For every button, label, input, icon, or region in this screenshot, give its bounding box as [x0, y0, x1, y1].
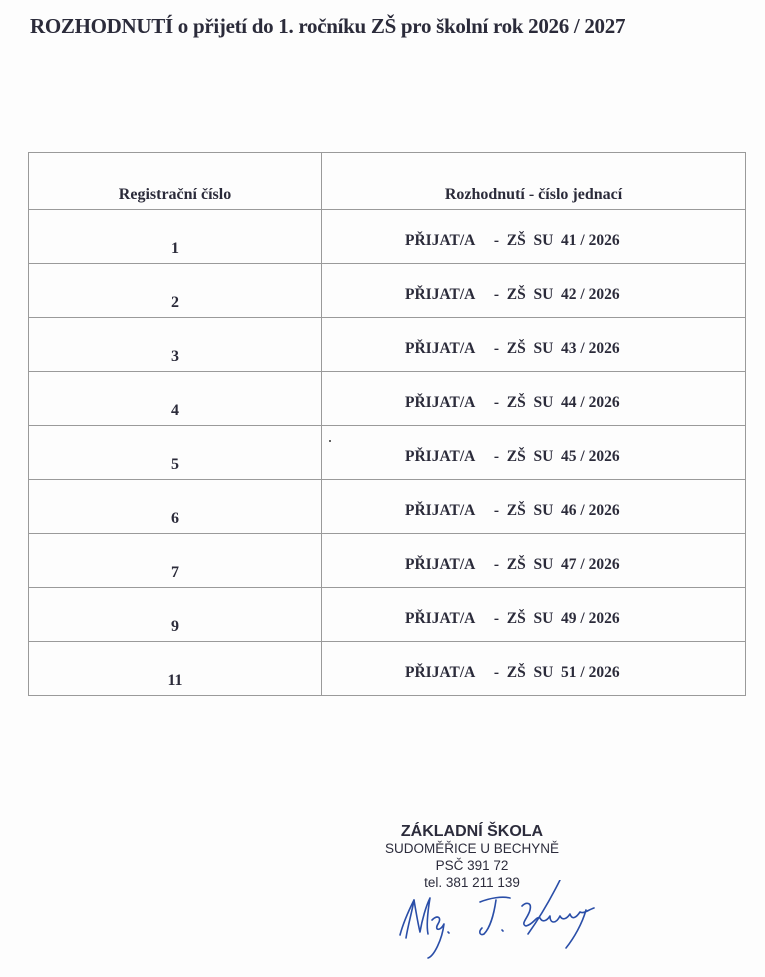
- registration-number: 11: [167, 672, 183, 689]
- decision-text: PŘIJAT/A - ZŠ SU 44 / 2026: [405, 394, 620, 411]
- decision-text: PŘIJAT/A - ZŠ SU 46 / 2026: [405, 502, 620, 519]
- registration-number: 7: [171, 564, 179, 581]
- decision-text: PŘIJAT/A - ZŠ SU 49 / 2026: [405, 610, 620, 627]
- decision-cell: [322, 426, 746, 480]
- handwritten-signature-icon: [390, 880, 610, 960]
- decision-text: PŘIJAT/A - ZŠ SU 45 / 2026: [405, 448, 620, 465]
- registration-number: 1: [171, 240, 179, 257]
- decision-cell: [322, 588, 746, 642]
- table-row: [29, 642, 746, 696]
- stamp-school-location: SUDOMĚŘICE U BECHYNĚ: [384, 841, 560, 856]
- decision-text: PŘIJAT/A - ZŠ SU 41 / 2026: [405, 232, 620, 249]
- registration-number: 5: [171, 456, 179, 473]
- registration-number-cell: [29, 264, 322, 318]
- decision-cell: [322, 480, 746, 534]
- column-header-decision: [322, 153, 746, 210]
- table-header-row: [29, 153, 746, 210]
- decision-cell: [322, 318, 746, 372]
- registration-number-cell: [29, 642, 322, 696]
- registration-number-cell: [29, 210, 322, 264]
- decision-text: PŘIJAT/A - ZŠ SU 43 / 2026: [405, 340, 620, 357]
- header-label: Rozhodnutí - číslo jednací: [444, 186, 623, 203]
- stamp-school-name: ZÁKLADNÍ ŠKOLA: [400, 823, 544, 840]
- scan-speck: [329, 440, 331, 442]
- decision-cell: [322, 210, 746, 264]
- decision-text: PŘIJAT/A - ZŠ SU 51 / 2026: [405, 664, 620, 681]
- column-header-registration-number: [29, 153, 322, 210]
- registration-number: 3: [171, 348, 179, 365]
- table-row: [29, 588, 746, 642]
- table-row: [29, 480, 746, 534]
- registration-number: 6: [171, 510, 179, 527]
- table-row: [29, 426, 746, 480]
- registration-number-cell: [29, 426, 322, 480]
- registration-number-cell: [29, 372, 322, 426]
- decision-cell: [322, 264, 746, 318]
- registration-number: 2: [171, 294, 179, 311]
- stamp-postal-code: PSČ 391 72: [435, 858, 509, 873]
- table-row: [29, 372, 746, 426]
- stamp-phone: tel. 381 211 139: [424, 875, 520, 890]
- decision-text: PŘIJAT/A - ZŠ SU 47 / 2026: [405, 556, 620, 573]
- decision-cell: [322, 534, 746, 588]
- table-row: [29, 210, 746, 264]
- decision-text: PŘIJAT/A - ZŠ SU 42 / 2026: [405, 286, 620, 303]
- header-label: Registrační číslo: [118, 186, 232, 203]
- table-row: [29, 534, 746, 588]
- decision-cell: [322, 372, 746, 426]
- registration-number: 9: [171, 618, 179, 635]
- document-title: ROZHODNUTÍ o přijetí do 1. ročníku ZŠ pro školní rok 2026 / 2027: [30, 14, 626, 38]
- admission-decisions-table: [28, 152, 746, 696]
- registration-number-cell: [29, 318, 322, 372]
- table-row: [29, 264, 746, 318]
- registration-number-cell: [29, 588, 322, 642]
- decision-cell: [322, 642, 746, 696]
- registration-number-cell: [29, 480, 322, 534]
- registration-number: 4: [171, 402, 179, 419]
- table-row: [29, 318, 746, 372]
- registration-number-cell: [29, 534, 322, 588]
